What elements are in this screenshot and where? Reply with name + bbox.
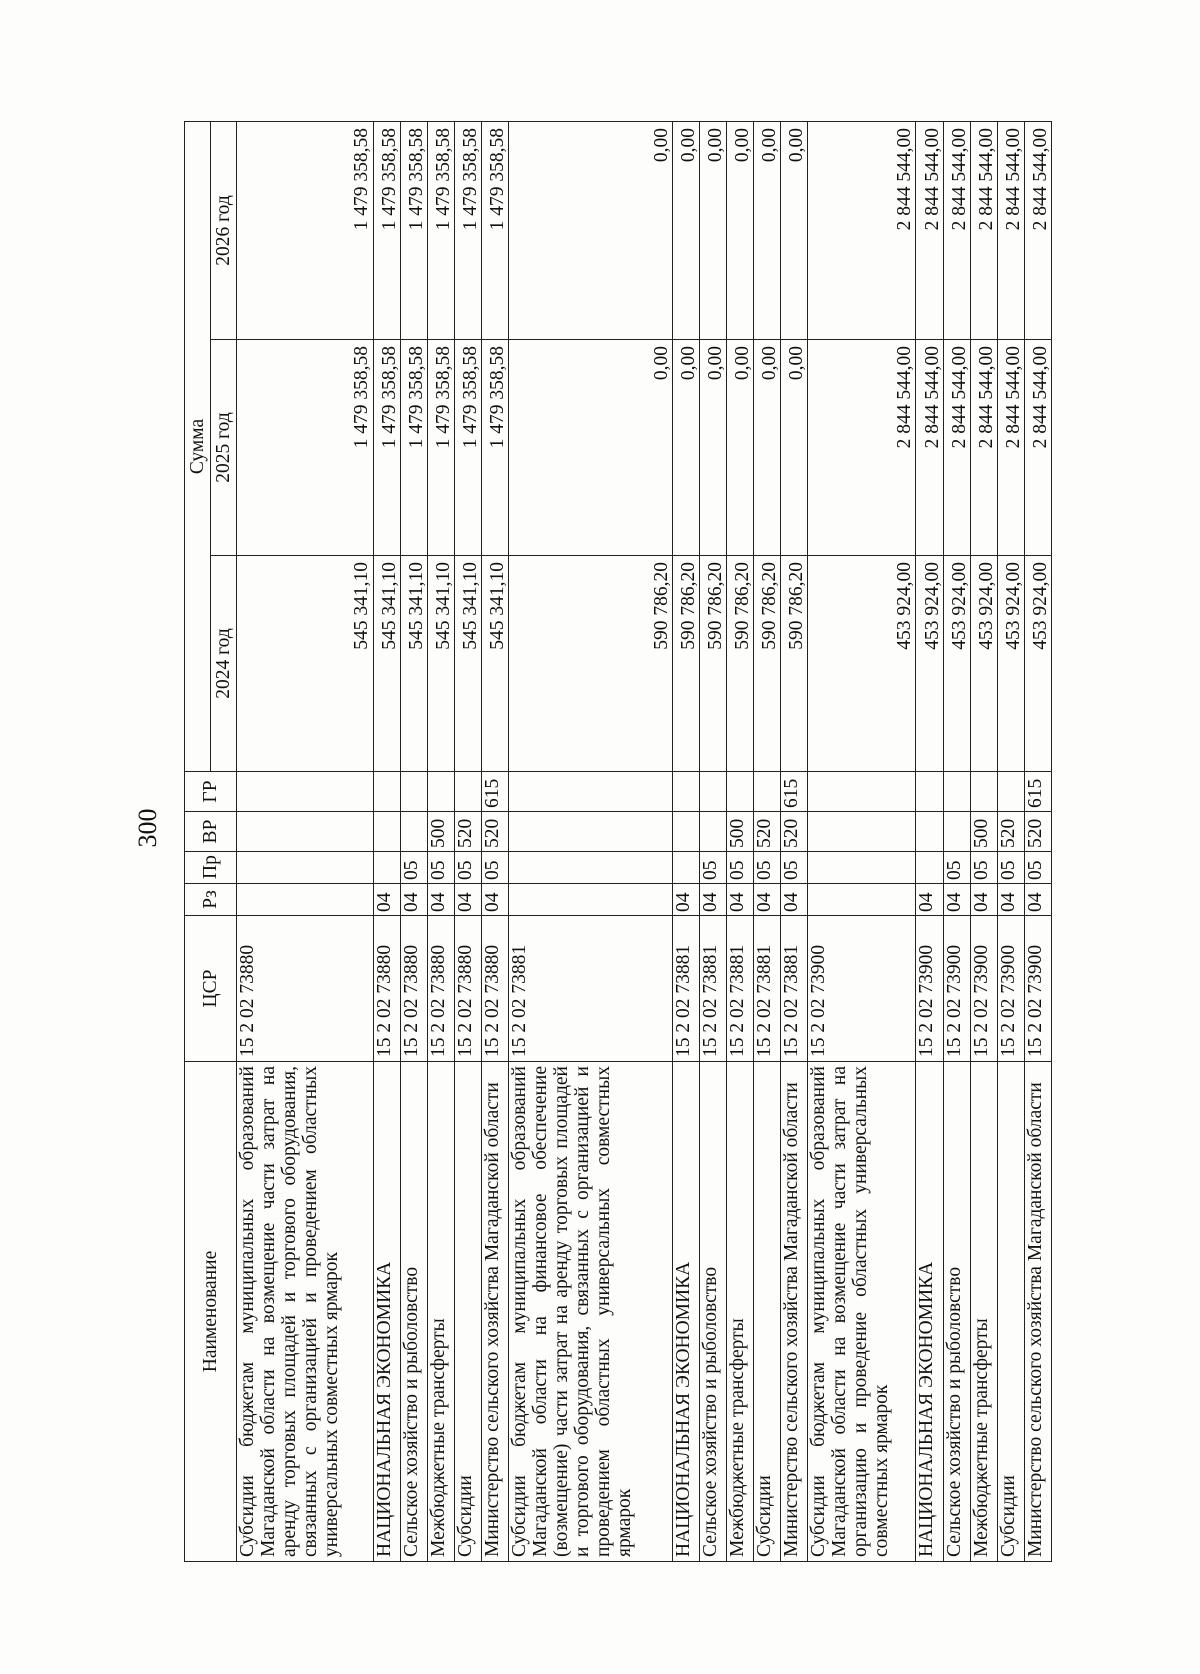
row-csr: 15 2 02 73880 bbox=[400, 916, 427, 1062]
row-csr: 15 2 02 73881 bbox=[726, 916, 753, 1062]
row-gr bbox=[753, 772, 780, 812]
row-2026: 2 844 544,00 bbox=[943, 122, 970, 340]
row-2024: 453 924,00 bbox=[970, 556, 997, 772]
row-csr: 15 2 02 73900 bbox=[943, 916, 970, 1062]
header-2025: 2025 год bbox=[211, 340, 237, 556]
row-vr: 520 bbox=[454, 812, 481, 852]
row-2024: 545 341,10 bbox=[454, 556, 481, 772]
row-2025: 2 844 544,00 bbox=[916, 340, 943, 556]
header-csr: ЦСР bbox=[185, 916, 237, 1062]
row-pr: 05 bbox=[481, 852, 508, 884]
row-csr: 15 2 02 73880 bbox=[373, 916, 400, 1062]
table-row bbox=[481, 122, 508, 1562]
row-rz: 04 bbox=[780, 884, 807, 916]
table-header bbox=[185, 122, 237, 1562]
row-vr: 500 bbox=[970, 812, 997, 852]
row-pr: 05 bbox=[427, 852, 454, 884]
row-name: Сельское хозяйство и рыболовство bbox=[699, 1062, 726, 1562]
row-csr: 15 2 02 73881 bbox=[508, 916, 672, 1062]
row-name: Межбюджетные трансферты bbox=[970, 1062, 997, 1562]
row-2024: 545 341,10 bbox=[237, 556, 374, 772]
row-csr: 15 2 02 73900 bbox=[916, 916, 943, 1062]
row-rz: 04 bbox=[373, 884, 400, 916]
row-rz: 04 bbox=[454, 884, 481, 916]
table-row bbox=[373, 122, 400, 1562]
table-row bbox=[1024, 122, 1051, 1562]
row-pr: 05 bbox=[943, 852, 970, 884]
row-gr bbox=[699, 772, 726, 812]
row-rz: 04 bbox=[427, 884, 454, 916]
table-row bbox=[780, 122, 807, 1562]
row-2025: 1 479 358,58 bbox=[481, 340, 508, 556]
row-gr bbox=[916, 772, 943, 812]
row-rz bbox=[508, 884, 672, 916]
row-2026: 0,00 bbox=[672, 122, 699, 340]
row-2025: 1 479 358,58 bbox=[427, 340, 454, 556]
table-row bbox=[672, 122, 699, 1562]
row-name: Сельское хозяйство и рыболовство bbox=[943, 1062, 970, 1562]
row-2024: 590 786,20 bbox=[726, 556, 753, 772]
row-2025: 2 844 544,00 bbox=[808, 340, 916, 556]
row-2025: 2 844 544,00 bbox=[1024, 340, 1051, 556]
table-row bbox=[997, 122, 1024, 1562]
row-2025: 0,00 bbox=[780, 340, 807, 556]
row-2026: 0,00 bbox=[753, 122, 780, 340]
row-pr bbox=[916, 852, 943, 884]
header-vr: ВР bbox=[185, 812, 237, 852]
row-pr: 05 bbox=[1024, 852, 1051, 884]
row-2024: 590 786,20 bbox=[672, 556, 699, 772]
row-csr: 15 2 02 73900 bbox=[1024, 916, 1051, 1062]
row-pr bbox=[672, 852, 699, 884]
row-2026: 0,00 bbox=[726, 122, 753, 340]
row-rz bbox=[237, 884, 374, 916]
table-row bbox=[916, 122, 943, 1562]
row-2025: 0,00 bbox=[508, 340, 672, 556]
rotated-table-container bbox=[184, 122, 1052, 1562]
table-row bbox=[400, 122, 427, 1562]
table-row bbox=[427, 122, 454, 1562]
row-vr bbox=[373, 812, 400, 852]
row-gr bbox=[454, 772, 481, 812]
row-pr: 05 bbox=[726, 852, 753, 884]
row-2025: 2 844 544,00 bbox=[997, 340, 1024, 556]
row-2024: 545 341,10 bbox=[400, 556, 427, 772]
row-gr bbox=[237, 772, 374, 812]
row-vr: 520 bbox=[753, 812, 780, 852]
row-pr bbox=[237, 852, 374, 884]
row-name: НАЦИОНАЛЬНАЯ ЭКОНОМИКА bbox=[373, 1062, 400, 1562]
row-2024: 453 924,00 bbox=[997, 556, 1024, 772]
row-gr bbox=[373, 772, 400, 812]
row-2026: 1 479 358,58 bbox=[237, 122, 374, 340]
row-2026: 0,00 bbox=[780, 122, 807, 340]
row-vr bbox=[943, 812, 970, 852]
row-name: Межбюджетные трансферты bbox=[427, 1062, 454, 1562]
row-gr bbox=[970, 772, 997, 812]
row-2024: 545 341,10 bbox=[427, 556, 454, 772]
row-2026: 2 844 544,00 bbox=[970, 122, 997, 340]
row-rz: 04 bbox=[726, 884, 753, 916]
row-csr: 15 2 02 73900 bbox=[970, 916, 997, 1062]
row-2025: 1 479 358,58 bbox=[373, 340, 400, 556]
header-rz: Рз bbox=[185, 884, 237, 916]
row-2024: 453 924,00 bbox=[943, 556, 970, 772]
row-vr bbox=[916, 812, 943, 852]
header-gr: ГР bbox=[185, 772, 237, 812]
table-row bbox=[699, 122, 726, 1562]
row-name: Субсидии бюджетам муниципальных образований Магаданской области на возмещение части затрат на организацию и проведение областных универсальных совместных ярмарок bbox=[808, 1062, 916, 1562]
row-gr bbox=[943, 772, 970, 812]
row-pr bbox=[373, 852, 400, 884]
row-2025: 0,00 bbox=[672, 340, 699, 556]
table-row bbox=[970, 122, 997, 1562]
row-name: Министерство сельского хозяйства Магаданской области bbox=[481, 1062, 508, 1562]
row-2024: 545 341,10 bbox=[481, 556, 508, 772]
row-pr: 05 bbox=[997, 852, 1024, 884]
table-row bbox=[808, 122, 916, 1562]
row-2025: 1 479 358,58 bbox=[237, 340, 374, 556]
row-name: Субсидии бюджетам муниципальных образований Магаданской области на финансовое обеспечение (возмещение) части затрат на аренду торговых площадей и торгового оборудования, связанных с организацией и проведением областных универсальных совместных ярмарок bbox=[508, 1062, 672, 1562]
row-gr bbox=[427, 772, 454, 812]
row-pr: 05 bbox=[753, 852, 780, 884]
row-rz: 04 bbox=[400, 884, 427, 916]
row-name: НАЦИОНАЛЬНАЯ ЭКОНОМИКА bbox=[916, 1062, 943, 1562]
row-2026: 1 479 358,58 bbox=[427, 122, 454, 340]
table-row bbox=[726, 122, 753, 1562]
row-vr: 500 bbox=[427, 812, 454, 852]
row-pr: 05 bbox=[699, 852, 726, 884]
page-number: 300 bbox=[133, 808, 162, 848]
header-name: Наименование bbox=[185, 1062, 237, 1562]
row-csr: 15 2 02 73880 bbox=[454, 916, 481, 1062]
row-rz: 04 bbox=[753, 884, 780, 916]
row-2026: 2 844 544,00 bbox=[1024, 122, 1051, 340]
row-gr bbox=[997, 772, 1024, 812]
row-2026: 2 844 544,00 bbox=[916, 122, 943, 340]
row-pr bbox=[808, 852, 916, 884]
row-rz: 04 bbox=[481, 884, 508, 916]
row-csr: 15 2 02 73881 bbox=[753, 916, 780, 1062]
row-gr: 615 bbox=[1024, 772, 1051, 812]
row-2025: 0,00 bbox=[726, 340, 753, 556]
table-row bbox=[237, 122, 374, 1562]
row-2024: 590 786,20 bbox=[508, 556, 672, 772]
row-gr: 615 bbox=[481, 772, 508, 812]
row-vr: 520 bbox=[1024, 812, 1051, 852]
row-2026: 2 844 544,00 bbox=[808, 122, 916, 340]
row-rz: 04 bbox=[943, 884, 970, 916]
row-gr: 615 bbox=[780, 772, 807, 812]
row-pr: 05 bbox=[780, 852, 807, 884]
row-name: Субсидии bbox=[997, 1062, 1024, 1562]
header-2024: 2024 год bbox=[211, 556, 237, 772]
row-csr: 15 2 02 73880 bbox=[237, 916, 374, 1062]
row-2026: 0,00 bbox=[508, 122, 672, 340]
row-2026: 1 479 358,58 bbox=[481, 122, 508, 340]
row-name: Субсидии bbox=[753, 1062, 780, 1562]
row-vr: 520 bbox=[997, 812, 1024, 852]
row-rz bbox=[808, 884, 916, 916]
row-2025: 1 479 358,58 bbox=[400, 340, 427, 556]
row-vr: 500 bbox=[726, 812, 753, 852]
table-body bbox=[237, 122, 1052, 1562]
row-rz: 04 bbox=[916, 884, 943, 916]
row-csr: 15 2 02 73880 bbox=[481, 916, 508, 1062]
row-rz: 04 bbox=[699, 884, 726, 916]
row-2026: 2 844 544,00 bbox=[997, 122, 1024, 340]
row-name: Субсидии бюджетам муниципальных образований Магаданской области на возмещение части затрат на аренду торговых площадей и торгового оборудования, связанных с организацией и проведением областных универсальных совместных ярмарок bbox=[237, 1062, 374, 1562]
row-csr: 15 2 02 73880 bbox=[427, 916, 454, 1062]
row-2025: 2 844 544,00 bbox=[970, 340, 997, 556]
row-pr: 05 bbox=[400, 852, 427, 884]
table-row bbox=[753, 122, 780, 1562]
budget-table bbox=[184, 121, 1052, 1562]
row-2024: 453 924,00 bbox=[808, 556, 916, 772]
row-csr: 15 2 02 73881 bbox=[699, 916, 726, 1062]
row-csr: 15 2 02 73900 bbox=[997, 916, 1024, 1062]
table-row bbox=[454, 122, 481, 1562]
row-2026: 0,00 bbox=[699, 122, 726, 340]
row-pr bbox=[508, 852, 672, 884]
row-pr: 05 bbox=[970, 852, 997, 884]
row-vr bbox=[672, 812, 699, 852]
row-2026: 1 479 358,58 bbox=[400, 122, 427, 340]
row-2025: 0,00 bbox=[753, 340, 780, 556]
row-vr bbox=[508, 812, 672, 852]
row-2025: 0,00 bbox=[699, 340, 726, 556]
row-name: Межбюджетные трансферты bbox=[726, 1062, 753, 1562]
row-csr: 15 2 02 73881 bbox=[780, 916, 807, 1062]
row-vr: 520 bbox=[780, 812, 807, 852]
row-2025: 2 844 544,00 bbox=[943, 340, 970, 556]
row-name: Сельское хозяйство и рыболовство bbox=[400, 1062, 427, 1562]
row-csr: 15 2 02 73881 bbox=[672, 916, 699, 1062]
row-rz: 04 bbox=[970, 884, 997, 916]
row-2024: 453 924,00 bbox=[1024, 556, 1051, 772]
row-2024: 545 341,10 bbox=[373, 556, 400, 772]
table-row bbox=[508, 122, 672, 1562]
row-gr bbox=[672, 772, 699, 812]
row-2024: 590 786,20 bbox=[753, 556, 780, 772]
row-csr: 15 2 02 73900 bbox=[808, 916, 916, 1062]
row-name: Субсидии bbox=[454, 1062, 481, 1562]
row-2024: 590 786,20 bbox=[699, 556, 726, 772]
header-pr: Пр bbox=[185, 852, 237, 884]
row-gr bbox=[726, 772, 753, 812]
row-gr bbox=[508, 772, 672, 812]
row-2026: 1 479 358,58 bbox=[373, 122, 400, 340]
row-2024: 453 924,00 bbox=[916, 556, 943, 772]
table-row bbox=[943, 122, 970, 1562]
row-name: Министерство сельского хозяйства Магаданской области bbox=[1024, 1062, 1051, 1562]
row-rz: 04 bbox=[997, 884, 1024, 916]
row-name: Министерство сельского хозяйства Магаданской области bbox=[780, 1062, 807, 1562]
row-vr bbox=[237, 812, 374, 852]
row-name: НАЦИОНАЛЬНАЯ ЭКОНОМИКА bbox=[672, 1062, 699, 1562]
row-2026: 1 479 358,58 bbox=[454, 122, 481, 340]
row-gr bbox=[808, 772, 916, 812]
row-2024: 590 786,20 bbox=[780, 556, 807, 772]
row-rz: 04 bbox=[1024, 884, 1051, 916]
header-2026: 2026 год bbox=[211, 122, 237, 340]
header-sum: Сумма bbox=[185, 122, 211, 772]
row-2025: 1 479 358,58 bbox=[454, 340, 481, 556]
row-rz: 04 bbox=[672, 884, 699, 916]
row-gr bbox=[400, 772, 427, 812]
row-vr bbox=[699, 812, 726, 852]
row-pr: 05 bbox=[454, 852, 481, 884]
row-vr bbox=[400, 812, 427, 852]
row-vr bbox=[808, 812, 916, 852]
row-vr: 520 bbox=[481, 812, 508, 852]
